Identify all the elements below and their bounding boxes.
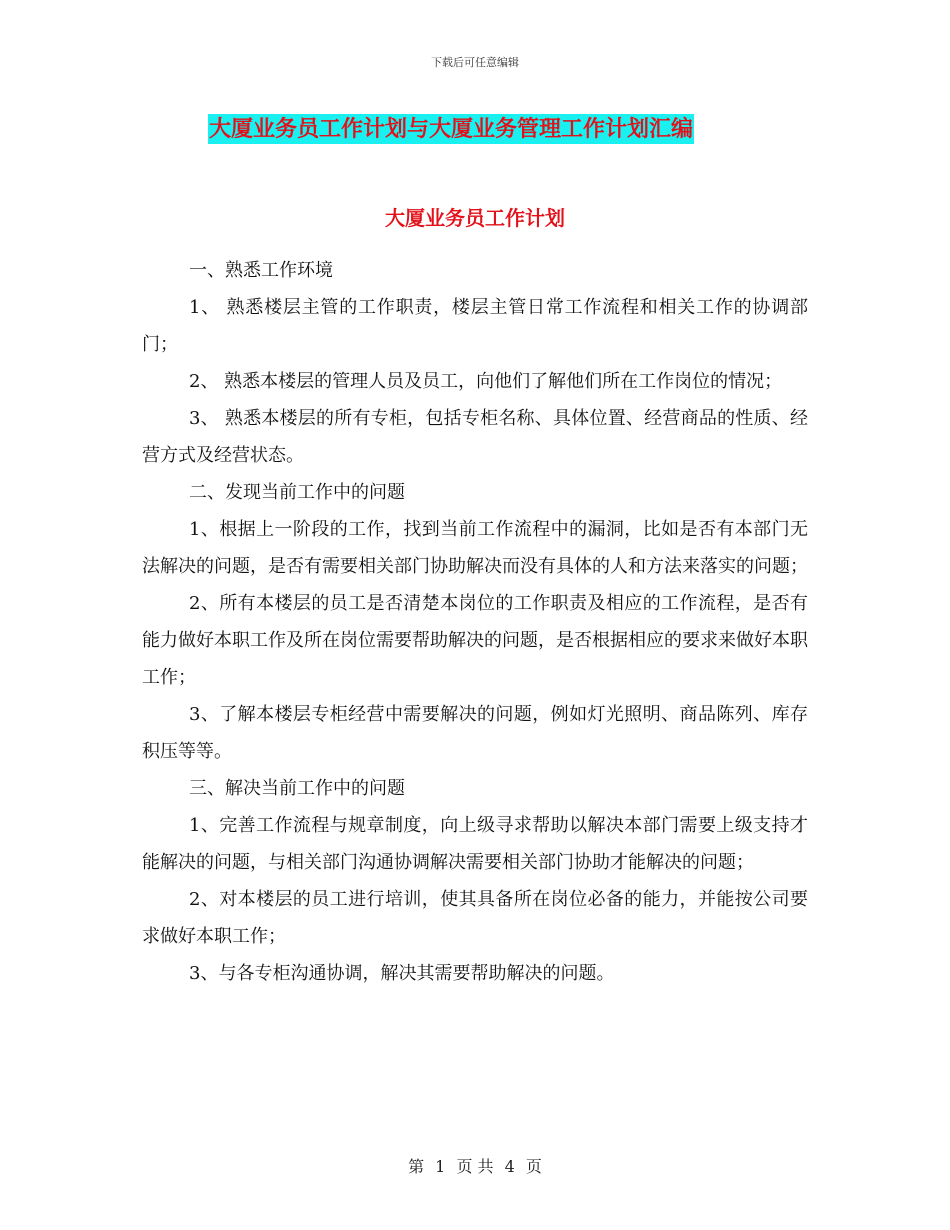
heading-1: 一、熟悉工作环境	[189, 260, 333, 281]
paragraph: 3、了解本楼层专柜经营中需要解决的问题，例如灯光照明、商品陈列、库存积压等等。	[142, 704, 808, 762]
total-pages-number: 4	[504, 1157, 515, 1176]
paragraph: 1、根据上一阶段的工作，找到当前工作流程中的漏洞，比如是否有本部门无法解决的问题，是否有需要相关部门协助解决而没有具体的人和方法来落实的问题；	[142, 519, 808, 577]
document-body	[142, 252, 808, 992]
heading-3: 三、解决当前工作中的问题	[189, 778, 405, 799]
footer-middle: 页 共	[456, 1157, 494, 1176]
footer-suffix: 页	[525, 1157, 542, 1176]
heading-2: 二、发现当前工作中的问题	[189, 482, 405, 503]
section-title: 大厦业务员工作计划	[385, 206, 565, 230]
footer-prefix: 第	[408, 1157, 425, 1176]
paragraph: 3、 熟悉本楼层的所有专柜，包括专柜名称、具体位置、经营商品的性质、经营方式及经营状态。	[142, 408, 808, 466]
page-footer	[0, 1154, 950, 1177]
document-title: 大厦业务员工作计划与大厦业务管理工作计划汇编	[209, 116, 694, 142]
paragraph: 1、 熟悉楼层主管的工作职责，楼层主管日常工作流程和相关工作的协调部门；	[142, 297, 808, 355]
paragraph: 2、 熟悉本楼层的管理人员及员工，向他们了解他们所在工作岗位的情况；	[189, 371, 783, 392]
paragraph: 2、对本楼层的员工进行培训，使其具备所在岗位必备的能力，并能按公司要求做好本职工作；	[142, 889, 808, 947]
header-note: 下载后可任意编辑	[431, 56, 519, 69]
paragraph: 2、所有本楼层的员工是否清楚本岗位的工作职责及相应的工作流程，是否有能力做好本职工作及所在岗位需要帮助解决的问题，是否根据相应的要求来做好本职工作；	[142, 593, 808, 688]
current-page-number: 1	[435, 1157, 446, 1176]
paragraph: 3、与各专柜沟通协调，解决其需要帮助解决的问题。	[189, 963, 615, 984]
paragraph: 1、完善工作流程与规章制度，向上级寻求帮助以解决本部门需要上级支持才能解决的问题，与相关部门沟通协调解决需要相关部门协助才能解决的问题；	[142, 815, 808, 873]
